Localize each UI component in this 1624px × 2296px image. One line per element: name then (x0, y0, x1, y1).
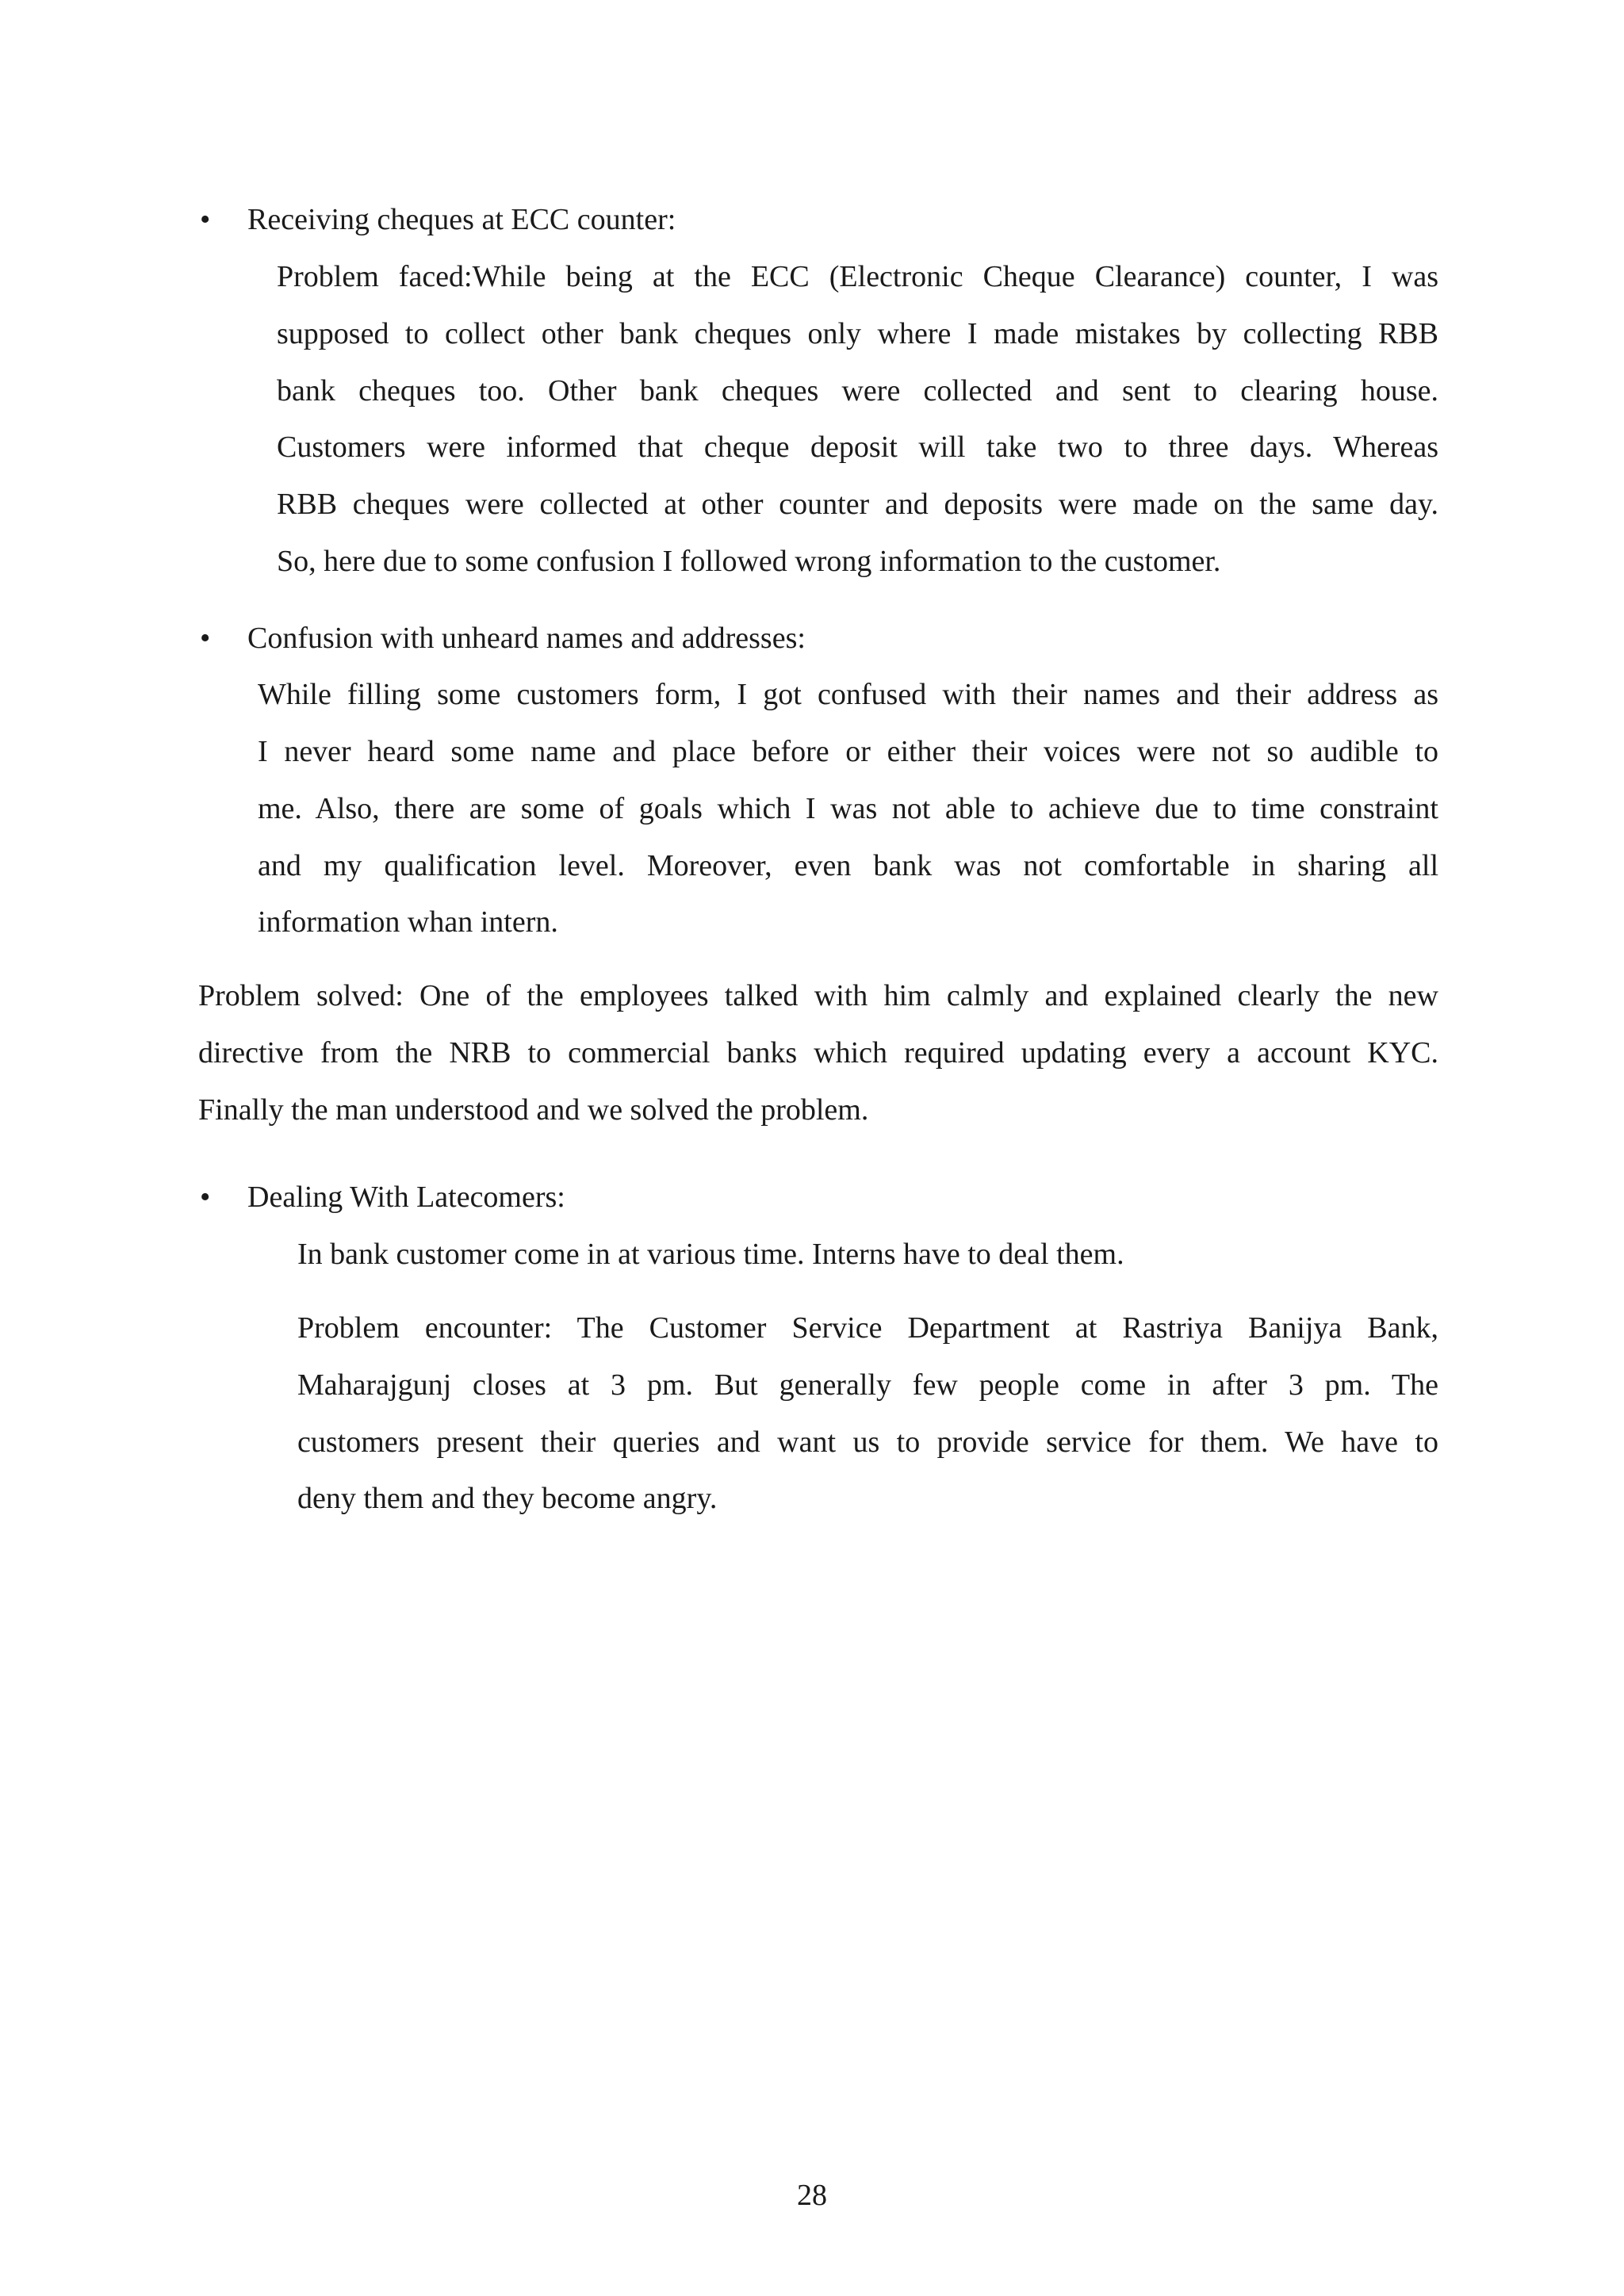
paragraph-line: While filling some customers form, I got confused with their names and their address as (258, 678, 1438, 711)
section-heading: Dealing With Latecomers: (247, 1181, 565, 1214)
paragraph-line: and my qualification level. Moreover, even bank was not comfortable in sharing all (258, 849, 1438, 882)
problem-solved-line: Problem solved: One of the employees talked with him calmly and explained clearly the new (198, 979, 1438, 1012)
bullet-icon: • (200, 622, 211, 655)
paragraph-line: me. Also, there are some of goals which I was not able to achieve due to time constraint (258, 792, 1438, 825)
paragraph-line: bank cheques too. Other bank cheques were collected and sent to clearing house. (277, 374, 1438, 408)
paragraph-line: RBB cheques were collected at other counter and deposits were made on the same day. (277, 488, 1438, 521)
paragraph-line: customers present their queries and want us to provide service for them. We have to (297, 1425, 1438, 1459)
section-heading: Receiving cheques at ECC counter: (247, 203, 676, 236)
paragraph-line: Problem encounter: The Customer Service Department at Rastriya Banijya Bank, (297, 1311, 1438, 1345)
bullet-icon: • (200, 1181, 211, 1214)
problem-solved-line: Finally the man understood and we solved the problem. (198, 1093, 869, 1127)
paragraph-line: supposed to collect other bank cheques only where I made mistakes by collecting RBB (277, 317, 1438, 350)
section-heading: Confusion with unheard names and addresses: (247, 622, 806, 655)
paragraph-line: deny them and they become angry. (297, 1482, 718, 1515)
page-number: 28 (797, 2179, 827, 2212)
paragraph-line: Maharajgunj closes at 3 pm. But generally few people come in after 3 pm. The (297, 1368, 1438, 1402)
paragraph-line: So, here due to some confusion I followed wrong information to the customer. (277, 545, 1221, 578)
paragraph-line: information whan intern. (258, 905, 558, 939)
paragraph-line: I never heard some name and place before or either their voices were not so audible to (258, 735, 1438, 768)
section-intro: In bank customer come in at various time. Interns have to deal them. (297, 1238, 1124, 1271)
problem-solved-line: directive from the NRB to commercial banks which required updating every a account KYC. (198, 1036, 1438, 1070)
paragraph-line: Customers were informed that cheque deposit will take two to three days. Whereas (277, 430, 1438, 464)
paragraph-line: Problem faced:While being at the ECC (Electronic Cheque Clearance) counter, I was (277, 260, 1438, 293)
bullet-icon: • (200, 203, 211, 236)
